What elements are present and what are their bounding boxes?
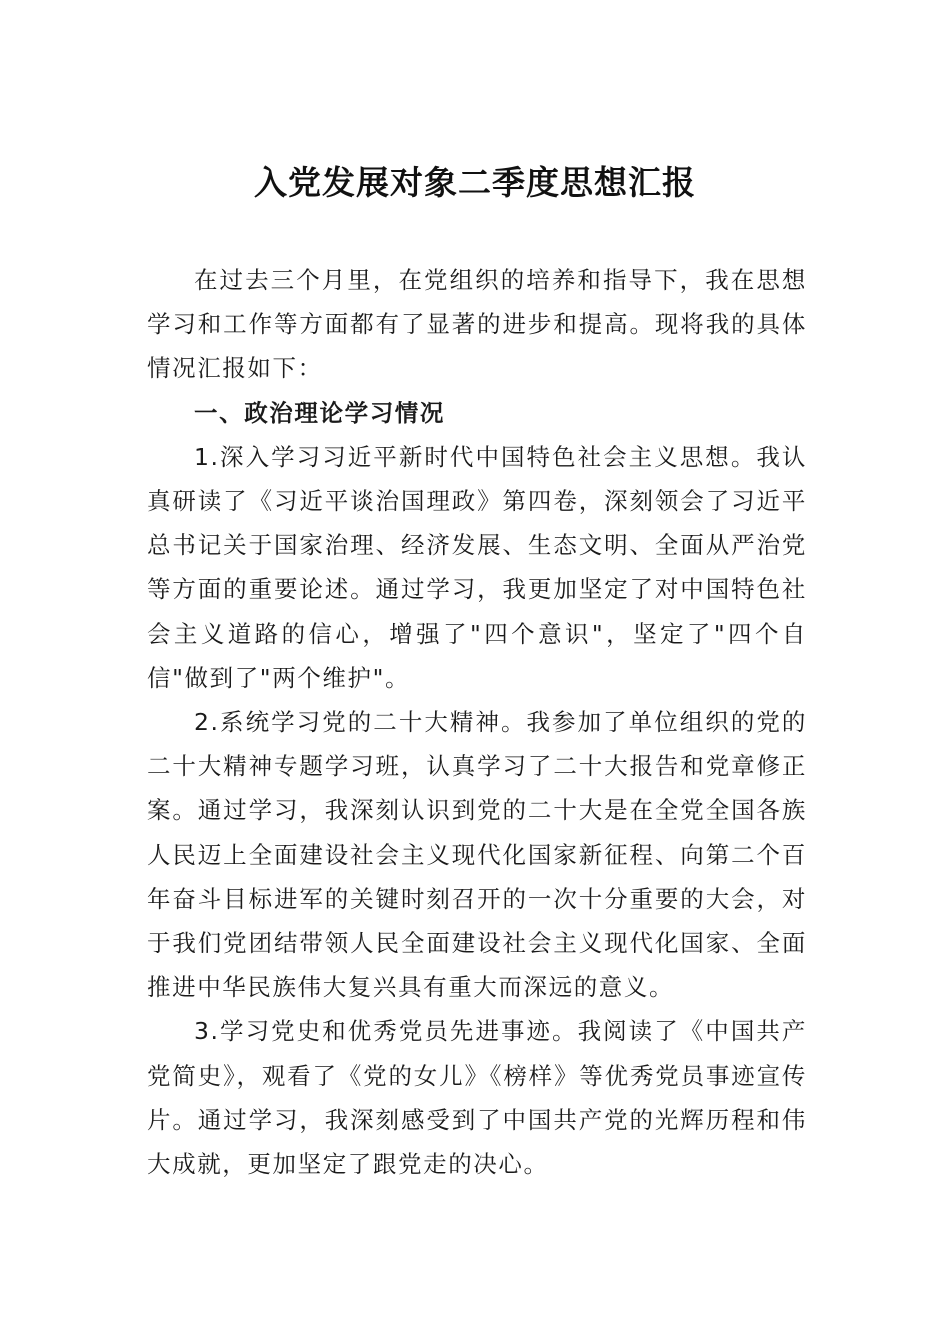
- document-title: 入党发展对象二季度思想汇报: [254, 163, 696, 202]
- paragraph-item-2: 2.系统学习党的二十大精神。我参加了单位组织的党的二十大精神专题学习班，认真学习了二十大报告和党章修正案。通过学习，我深刻认识到党的二十大是在全党全国各族人民迈上全面建设社会主义现代化国家新征程、向第二个百年奋斗目标进军的关键时刻召开的一次十分重要的大会，对于我们党团结带领人民全面建设社会主义现代化国家、全面推进中华民族伟大复兴具有重大而深远的意义。: [147, 708, 807, 1002]
- paragraph-item-1: 1.深入学习习近平新时代中国特色社会主义思想。我认真研读了《习近平谈治国理政》第四卷，深刻领会了习近平总书记关于国家治理、经济发展、生态文明、全面从严治党等方面的重要论述。通过学习，我更加坚定了对中国特色社会主义道路的信心，增强了"四个意识"，坚定了"四个自信"做到了"两个维护"。: [147, 442, 807, 692]
- document-body: [147, 258, 807, 1186]
- paragraph-item-3: 3.学习党史和优秀党员先进事迹。我阅读了《中国共产党简史》，观看了《党的女儿》《榜样》等优秀党员事迹宣传片。通过学习，我深刻感受到了中国共产党的光辉历程和伟大成就，更加坚定了跟党走的决心。: [147, 1017, 807, 1179]
- section-heading: 一、政治理论学习情况: [194, 398, 445, 427]
- intro-paragraph: 在过去三个月里，在党组织的培养和指导下，我在思想学习和工作等方面都有了显著的进步和提高。现将我的具体情况汇报如下：: [147, 266, 807, 383]
